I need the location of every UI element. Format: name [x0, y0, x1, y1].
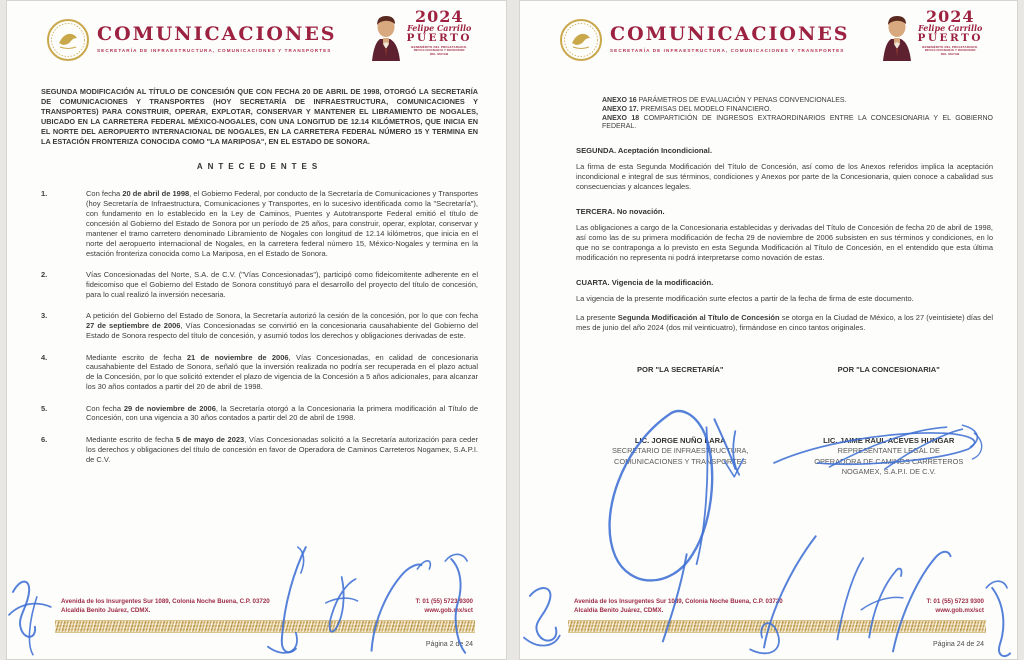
clause-body-tercera: Las obligaciones a cargo de la Concesionaria establecidas y derivadas del Título de Concesión de fecha 20 de abril de 1998, así como las de su primera modificación de fecha 29 de noviembre de 2006 subsisten en sus términos y condiciones, en lo que no se contraponga a lo previsto en esta Segunda Modificación al Título de Concesión, en el entendido que esta última modificación no representa ni podrá interpretarse como novación de estas. [576, 223, 993, 262]
year-logo-surname: PUERTO [917, 32, 983, 44]
antecedente-item-6 [41, 435, 478, 465]
year-logo-surname: PUERTO [406, 32, 472, 44]
item-number: 2. [41, 270, 48, 280]
year-logo-text [406, 9, 472, 56]
clause-heading-segunda: SEGUNDA. Aceptación Incondicional. [576, 146, 713, 156]
eagle-seal-icon [45, 17, 91, 63]
page2-content [576, 97, 993, 478]
signatory-secretaria [576, 365, 785, 478]
anexo-line-18: ANEXO 18 COMPARTICIÓN DE INGRESOS EXTRAORDINARIOS ENTRE LA CONCESIONARIA Y EL GOBIERNO FEDERAL. [602, 115, 994, 131]
signatory-role: SECRETARIO DE INFRAESTRUCTURA, [611, 446, 749, 456]
item-number: 4. [41, 352, 48, 362]
signatory-heading: POR "LA CONCESIONARIA" [837, 365, 940, 375]
signatory-heading: POR "LA SECRETARÍA" [636, 365, 724, 375]
year-logo [366, 9, 472, 63]
year-logo-subline: BENEMÉRITO DEL PROLETARIADO, REVOLUCIONARIO Y DEFENSOR DEL MAYAB [411, 44, 468, 56]
clause-heading-cuarta: CUARTA. Vigencia de la modificación. [576, 277, 714, 287]
anexo-line-16: ANEXO 16 PARÁMETROS DE EVALUACIÓN Y PENAS CONVENCIONALES. [602, 97, 847, 104]
item-text: Mediante escrito de fecha 5 de mayo de 2023, Vías Concesionadas solicitó a la Secretaría autorización para ceder los derechos y obligaciones del título de concesión en favor de Operadora de Caminos Carreteros Nogamex, S.A.P.I. de C.V. [86, 434, 478, 464]
clause-body-segunda: La firma de esta Segunda Modificación del Título de Concesión, así como de los Anexos referidos implica la aceptación incondicional e integral de sus términos, condiciones y Anexos por parte de la Concesionaria, quien conoce a cabalidad sus consecuencias y alcances legales. [576, 162, 993, 192]
footer-contact [416, 598, 473, 615]
brand-tagline: SECRETARÍA DE INFRAESTRUCTURA, COMUNICACIONES Y TRANSPORTES [610, 48, 845, 53]
footer-address: Avenida de los Insurgentes Sur 1089, Colonia Noche Buena, C.P. 03720 Alcaldía Benito Juárez, CDMX. [574, 598, 783, 614]
antecedente-item-5 [41, 404, 478, 424]
closing-paragraph: La presente Segunda Modificación al Título de Concesión se otorga en la Ciudad de México, a los 27 (veintisiete) días del mes de junio del año 2024 (dos mil veinticuatro), firmándose en cinco tantos originales. [576, 312, 993, 332]
brand-wordmark: COMUNICACIONES [610, 23, 850, 45]
anexo-list [602, 97, 993, 131]
document-title: SEGUNDA MODIFICACIÓN AL TÍTULO DE CONCESIÓN QUE CON FECHA 20 DE ABRIL DE 1998, OTORGÓ LA SECRETARÍA DE COMUNICACIONES Y TRANSPORTES (HOY SECRETARÍA DE INFRAESTRUCTURA, COMUNICACIONES Y TRANSPORTES) PARA CONSTRUIR, OPERAR, EXPLOTAR, CONSERVAR Y MANTENER EL LIBRAMIENTO DE NOGALES, UBICADO EN LA CARRETERA FEDERAL MÉXICO-NOGALES, CON UNA LONGITUD DE 12.14 KILÓMETROS, QUE INICIA EN EL NORTE DEL AEROPUERTO INTERNACIONAL DE NOGALES, EN LA CARRETERA FEDERAL NÚMERO 15 Y TERMINA EN LA ESTACIÓN FRONTERIZA CONOCIDA COMO "LA MARIPOSA", EN EL ESTADO DE SONORA. [41, 87, 478, 146]
signatory-name: LIC. JAIME RAÚL ACEVES HUNGAR [823, 436, 955, 446]
brand-wordmark: COMUNICACIONES [97, 23, 337, 45]
header [7, 1, 506, 81]
felipe-carrillo-portrait-icon [877, 9, 915, 63]
antecedente-item-2 [41, 270, 478, 300]
page-left [6, 0, 507, 660]
eagle-seal-icon [558, 17, 604, 63]
footer-website: www.gob.mx/sct [424, 606, 473, 614]
year-logo-name: Felipe Carrillo [407, 23, 472, 33]
page-number: Página 24 de 24 [933, 641, 984, 648]
item-text: Con fecha 20 de abril de 1998, el Gobierno Federal, por conducto de la Secretaría de Comunicaciones y Transportes (hoy Secretaría de Infraestructura, Comunicaciones y Transportes, en lo sucesivo identificada como la "Secretaría"), con fundamento en lo establecido en la Ley de Caminos, Puentes y Autotransporte Federal emitió el título de concesión al Gobierno del Estado de Sonora por un período de 25 años, para construir, operar, explotar, conservar y mantener el tramo carretero denominado Libramiento de Nogales con longitud de 12.14 kilómetros, que inicia en el norte del aeropuerto internacional de Nogales, en la carretera federal número 15, México-Nogales y termina en la estación fronteriza conocida como La Mariposa, en el Estado de Sonora. [86, 189, 478, 258]
brand-tagline: SECRETARÍA DE INFRAESTRUCTURA, COMUNICACIONES Y TRANSPORTES [97, 48, 332, 53]
footer-phone: T: 01 (55) 5723 9300 [926, 598, 984, 606]
anexo-line-17: ANEXO 17. PREMISAS DEL MODELO FINANCIERO. [602, 106, 772, 114]
year-logo-text [917, 9, 983, 56]
page1-content [41, 87, 478, 476]
clause-body-cuarta: La vigencia de la presente modificación surte efectos a partir de la fecha de firma de este documento. [576, 293, 914, 303]
felipe-carrillo-portrait-icon [366, 9, 404, 63]
year-logo-subline: BENEMÉRITO DEL PROLETARIADO, REVOLUCIONARIO Y DEFENSOR DEL MAYAB [922, 44, 979, 56]
item-number: 6. [41, 434, 48, 444]
signatory-role: REPRESENTANTE LEGAL DE [837, 446, 940, 456]
signatory-name: LIC. JORGE NUÑO LARA [634, 436, 726, 446]
aztec-pattern-band [568, 620, 986, 633]
footer-website: www.gob.mx/sct [935, 606, 984, 614]
signature-row [576, 365, 993, 478]
section-heading-antecedentes: ANTECEDENTES [196, 161, 323, 171]
year-logo-year: 2024 [414, 7, 464, 26]
clause-heading-tercera: TERCERA. No novación. [576, 207, 665, 217]
aztec-pattern-band [55, 620, 475, 633]
item-number: 1. [41, 189, 48, 199]
signatory-role: NOGAMEX, S.A.P.I. DE C.V. [841, 467, 936, 477]
footer-contact [927, 598, 984, 615]
footer-phone: T: 01 (55) 5723 9300 [415, 598, 473, 606]
brand-block [610, 23, 850, 53]
signatory-role: OPERADORA DE CAMINOS CARRETEROS [814, 456, 964, 466]
item-text: Vías Concesionadas del Norte, S.A. de C.V. ("Vías Concesionadas"), participó como fideicomitente adherente en el fideicomiso que el Gobierno del Estado de Sonora constituyó para el desarrollo del proyecto del título de concesión, para lo cual realizó la inversión necesaria. [86, 270, 478, 299]
page-number: Página 2 de 24 [425, 641, 473, 648]
item-text: Con fecha 29 de noviembre de 2006, la Secretaría otorgó a la Concesionaria la primera modificación al Título de Concesión, con una vigencia a 30 años contados a partir del 20 de abril de 1998. [86, 403, 478, 423]
item-text: Mediante escrito de fecha 21 de noviembre de 2006, Vías Concesionadas, en calidad de concesionaria causahabiente del Estado de Sonora, señaló que la inversión realizada no podría ser recuperada en el plazo actual de la Concesión, por lo que solicitó extender el plazo de vigencia de la Concesión a 5 años adicionales, para alcanzar los 30 años contados a partir del 20 de abril de 1998. [86, 352, 479, 392]
brand-block [97, 23, 337, 53]
antecedente-item-3 [41, 311, 478, 341]
item-number: 3. [41, 311, 48, 321]
header [520, 1, 1017, 81]
antecedente-item-4 [41, 353, 478, 393]
signatory-concesionaria [785, 365, 994, 478]
footer-address: Avenida de los Insurgentes Sur 1089, Colonia Noche Buena, C.P. 03720 Alcaldía Benito Juárez, CDMX. [61, 598, 270, 614]
antecedente-item-1 [41, 189, 478, 258]
year-logo-name: Felipe Carrillo [918, 23, 983, 33]
year-logo-year: 2024 [925, 7, 975, 26]
item-number: 5. [41, 403, 48, 413]
signatory-role: COMUNICACIONES Y TRANSPORTES [613, 456, 747, 466]
year-logo [877, 9, 983, 63]
item-text: A petición del Gobierno del Estado de Sonora, la Secretaría autorizó la cesión de la concesión, por lo que con fecha 27 de septiembre de 2006, Vías Concesionadas se convirtió en la concesionaria causahabiente del Gobierno del Estado de Sonora respecto del título de concesión, y asumió todos los derechos y obligaciones derivadas de este. [86, 311, 478, 341]
page-right [519, 0, 1018, 660]
